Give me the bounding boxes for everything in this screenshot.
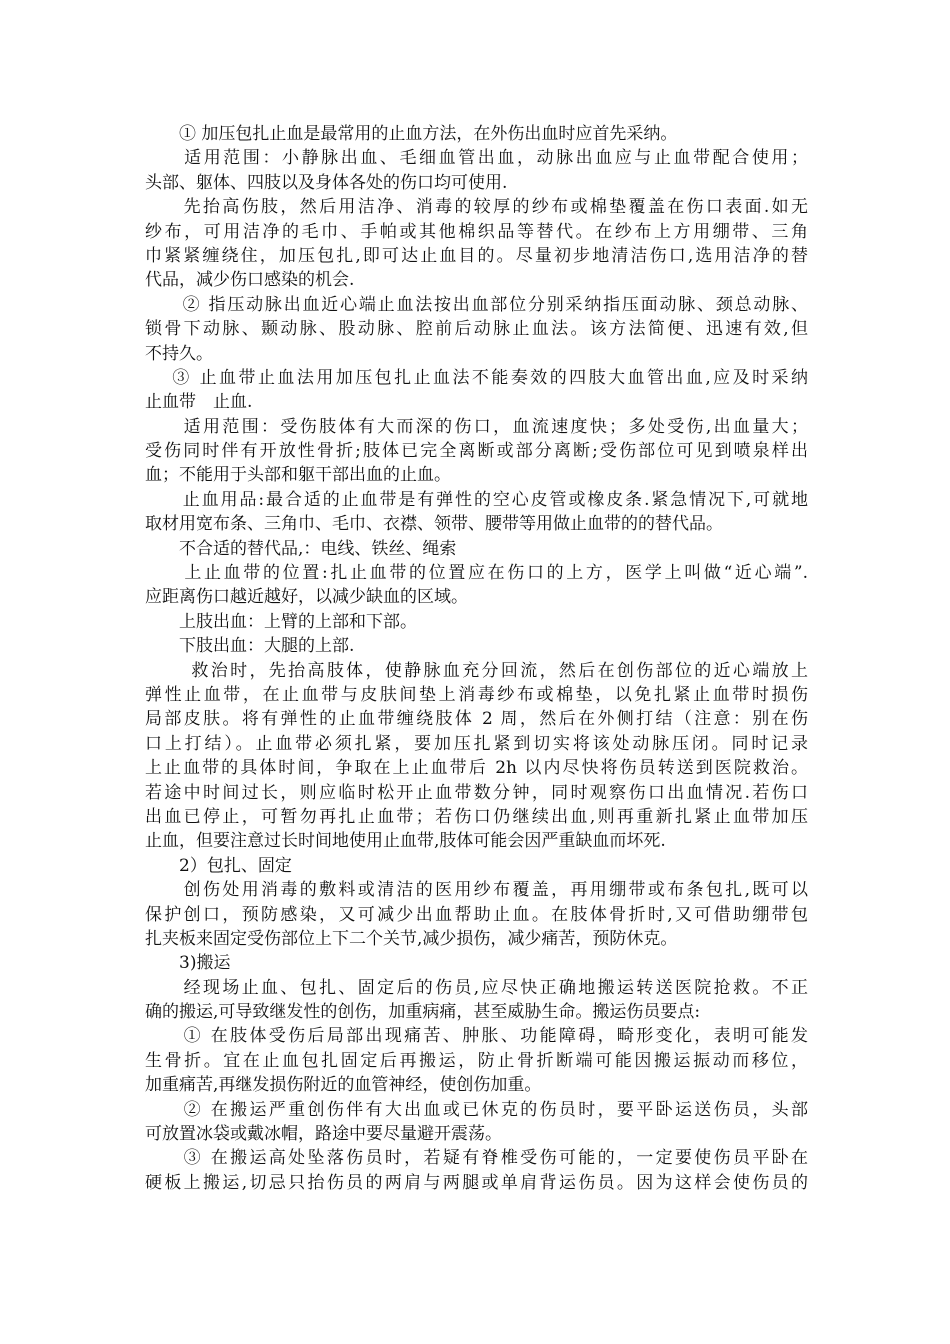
text-line: 若途中时间过长，则应临时松开止血带数分钟，同时观察伤口出血情况.若伤口 [145,782,808,803]
body-text [145,122,808,1195]
text-line: 不持久。 [145,343,213,364]
document-page [145,122,808,1195]
text-line: 受伤同时伴有开放性骨折;肢体已完全离断或部分离断;受伤部位可见到喷泉样出 [145,441,808,462]
text-line: 保护创口，预防感染，又可减少出血帮助止血。在肢体骨折时,又可借助绷带包 [145,904,808,925]
text-line: 不合适的替代品,：电线、铁丝、绳索 [145,538,457,559]
text-line: 局部皮肤。将有弹性的止血带缠绕肢体 2 周，然后在外侧打结（注意：别在伤 [145,709,808,730]
text-line: 经现场止血、包扎、固定后的伤员,应尽快正确地搬运转送医院抢救。不正 [145,977,808,998]
text-line: 确的搬运,可导致继发性的创伤，加重病痛，甚至威胁生命。搬运伤员要点: [145,1002,701,1023]
text-line: 血；不能用于头部和躯干部出血的止血。 [145,465,451,486]
text-line: ① 加压包扎止血是最常用的止血方法，在外伤出血时应首先采纳。 [145,124,678,144]
text-line: 上止血带的具体时间，争取在上止血带后 2h 以内尽快将伤员转送到医院救治。 [145,758,808,779]
text-line: 出血已停止，可暂勿再扎止血带；若伤口仍继续出血,则再重新扎紧止血带加压 [145,806,808,827]
text-line: 代品，减少伤口感染的机会. [145,270,355,291]
text-line: 3)搬运 [145,953,231,974]
text-line: 头部、躯体、四肢以及身体各处的伤口均可使用. [145,172,508,193]
text-line: 先抬高伤肢，然后用洁净、消毒的较厚的纱布或棉垫覆盖在伤口表面.如无 [145,197,808,218]
text-line: 纱布，可用洁净的毛巾、手帕或其他棉织品等替代。在纱布上方用绷带、三角 [145,221,808,242]
text-line: ② 在搬运严重创伤伴有大出血或已休克的伤员时，要平卧运送伤员，头部 [145,1099,808,1120]
text-line: 生骨折。宜在止血包扎固定后再搬运，防止骨折断端可能因搬运振动而移位， [145,1050,808,1071]
text-line: 救治时，先抬高肢体，使静脉血充分回流，然后在创伤部位的近心端放上 [145,660,808,681]
text-line: 止血，但要注意过长时间地使用止血带,肢体可能会因严重缺血而坏死. [145,831,666,852]
text-line: 上肢出血：上臂的上部和下部。 [145,611,417,632]
text-line: 硬板上搬运,切忌只抬伤员的两肩与两腿或单肩背运伤员。因为这样会使伤员的 [145,1172,808,1193]
text-line: 止血带 止血. [145,392,253,413]
text-line: 应距离伤口越近越好，以减少缺血的区域。 [145,587,468,608]
text-line: 适用范围：小静脉出血、毛细血管出血，动脉出血应与止血带配合使用； [145,148,808,169]
text-line: 加重痛苦,再继发损伤附近的血管神经，使创伤加重。 [145,1075,542,1096]
text-line: ③ 在搬运高处坠落伤员时，若疑有脊椎受伤可能的，一定要使伤员平卧在 [145,1148,808,1169]
text-line: 口上打结）。止血带必须扎紧，要加压扎紧到切实将该处动脉压闭。同时记录 [145,733,808,754]
text-line: 弹性止血带，在止血带与皮肤间垫上消毒纱布或棉垫，以免扎紧止血带时损伤 [145,684,808,705]
text-line: 止血用品:最合适的止血带是有弹性的空心皮管或橡皮条.紧急情况下,可就地 [145,489,808,510]
text-line: 取材用宽布条、三角巾、毛巾、衣襟、领带、腰带等用做止血带的的替代品。 [145,514,723,535]
text-line: 扎夹板来固定受伤部位上下二个关节,减少损伤，减少痛苦，预防休克。 [145,928,678,949]
text-line: ① 在肢体受伤后局部出现痛苦、肿胀、功能障碍，畸形变化，表明可能发 [145,1026,808,1047]
text-line: 下肢出血：大腿的上部. [145,636,355,657]
text-line: ③ 止血带止血法用加压包扎止血法不能奏效的四肢大血管出血,应及时采纳 [145,367,808,388]
text-line: 巾紧紧缠绕住，加压包扎,即可达止血目的。尽量初步地清洁伤口,选用洁净的替 [145,245,808,266]
text-line: 上止血带的位置:扎止血带的位置应在伤口的上方，医学上叫做“近心端”. [145,563,808,584]
text-line: ② 指压动脉出血近心端止血法按出血部位分别采纳指压面动脉、颈总动脉、 [145,294,808,315]
text-line: 适用范围：受伤肢体有大而深的伤口，血流速度快；多处受伤,出血量大； [145,416,808,437]
text-line: 创伤处用消毒的敷料或清洁的医用纱布覆盖，再用绷带或布条包扎,既可以 [145,880,808,901]
text-line: 可放置冰袋或戴冰帽，路途中要尽量避开震荡。 [145,1124,502,1145]
text-line: 2）包扎、固定 [145,855,292,876]
text-line: 锁骨下动脉、颞动脉、股动脉、腔前后动脉止血法。该方法简便、迅速有效,但 [145,319,808,340]
